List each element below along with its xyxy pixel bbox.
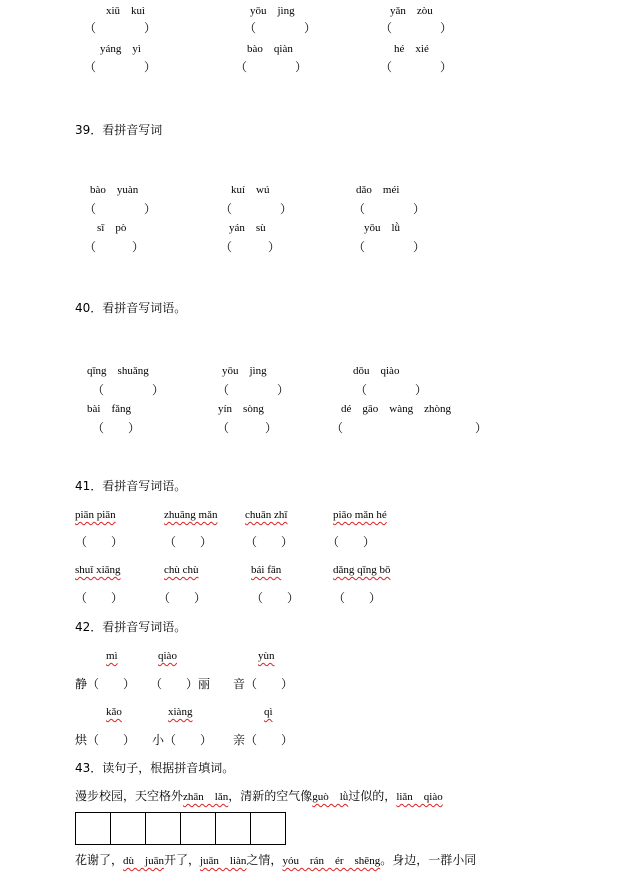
answer-blank[interactable]: （ ） xyxy=(380,60,453,74)
answer-blank[interactable]: （ ） xyxy=(92,383,165,397)
fill-item[interactable]: 亲（ ） xyxy=(233,733,294,747)
grid-cell[interactable] xyxy=(75,812,111,845)
pinyin: guò lǜ xyxy=(312,791,349,803)
pinyin: yōu lǜ xyxy=(364,222,401,234)
question-title: 41．看拼音写词语。 xyxy=(75,479,187,493)
text: 漫步校园，天空格外 xyxy=(75,789,184,803)
pinyin: yáng yì xyxy=(100,43,141,55)
pinyin: yín sòng xyxy=(218,403,264,415)
fill-item[interactable]: 静（ ） xyxy=(75,677,136,691)
grid-cell[interactable] xyxy=(250,812,286,845)
pinyin: qì xyxy=(264,706,273,718)
pinyin: zhuāng mǎn xyxy=(164,509,218,521)
answer-blank[interactable]: （ ） xyxy=(333,591,382,605)
question-title: 39．看拼音写词 xyxy=(75,123,163,137)
answer-blank[interactable]: （ ） xyxy=(84,240,145,254)
answer-blank[interactable]: （ ） xyxy=(158,591,207,605)
pinyin: yùn xyxy=(258,650,275,662)
pinyin: yōu jìng xyxy=(250,5,295,17)
question-title: 42．看拼音写词语。 xyxy=(75,620,187,634)
answer-blank[interactable]: （ ） xyxy=(244,21,317,35)
sentence-line-1 xyxy=(75,790,443,803)
text: 过似的， xyxy=(348,789,397,803)
answer-blank[interactable]: （ ） xyxy=(84,21,157,35)
answer-blank[interactable]: （ ） xyxy=(75,591,124,605)
answer-blank[interactable]: （ ） xyxy=(355,383,428,397)
pinyin: piān piān xyxy=(75,509,116,521)
pinyin: qiào xyxy=(158,650,177,662)
pinyin: bài fǎng xyxy=(87,403,131,415)
answer-blank[interactable]: （ ） xyxy=(245,535,294,549)
answer-blank[interactable]: （ ） xyxy=(235,60,308,74)
pinyin: dǎng qīng bō xyxy=(333,564,391,576)
pinyin: bào yuàn xyxy=(90,184,139,196)
answer-blank[interactable]: （ ） xyxy=(92,421,141,435)
answer-blank[interactable]: （ ） xyxy=(75,535,124,549)
text: ，清新的空气像 xyxy=(228,789,313,803)
pinyin: xiū kuì xyxy=(106,5,146,17)
answer-blank[interactable]: （ ） xyxy=(217,421,278,435)
pinyin: sī pò xyxy=(97,222,127,234)
question-title: 40．看拼音写词语。 xyxy=(75,301,187,315)
answer-blank[interactable]: （ ） xyxy=(217,383,290,397)
pinyin: hé xié xyxy=(394,43,429,55)
pinyin: qīng shuǎng xyxy=(87,365,149,377)
answer-blank[interactable]: （ ） xyxy=(84,202,157,216)
pinyin: yōu jìng xyxy=(222,365,267,377)
pinyin: chù chù xyxy=(164,564,199,576)
answer-blank[interactable]: （ ） xyxy=(353,240,426,254)
pinyin: dōu qiào xyxy=(353,365,400,377)
answer-blank[interactable]: （ ） xyxy=(84,60,157,74)
pinyin: zhān lǎn xyxy=(183,791,229,803)
grid-cell[interactable] xyxy=(145,812,181,845)
answer-blank[interactable]: （ ） xyxy=(220,240,281,254)
pinyin: kuí wú xyxy=(231,184,270,196)
pinyin: chuān zhī xyxy=(245,509,288,521)
pinyin: piāo mǎn hé xyxy=(333,509,387,521)
answer-blank[interactable]: （ ） xyxy=(353,202,426,216)
answer-blank[interactable]: （ ） xyxy=(380,21,453,35)
grid-cell[interactable] xyxy=(110,812,146,845)
pinyin: mì xyxy=(106,650,118,662)
answer-blank[interactable]: （ ） xyxy=(331,421,488,435)
pinyin: yóu rán ér shēng xyxy=(282,855,381,867)
pinyin: dù juān xyxy=(123,855,164,867)
pinyin: yán sù xyxy=(229,222,266,234)
pinyin: shuǐ xiāng xyxy=(75,564,121,576)
answer-blank[interactable]: （ ） xyxy=(164,535,213,549)
pinyin: yǎn zòu xyxy=(390,5,433,17)
answer-blank[interactable]: （ ） xyxy=(251,591,300,605)
grid-cell[interactable] xyxy=(215,812,251,845)
pinyin: dé gāo wàng zhòng xyxy=(341,403,451,415)
fill-item[interactable]: 烘（ ） xyxy=(75,733,136,747)
pinyin: xiàng xyxy=(168,706,193,718)
grid-cell[interactable] xyxy=(180,812,216,845)
fill-item[interactable]: 小（ ） xyxy=(152,733,213,747)
fill-item[interactable]: 音（ ） xyxy=(233,677,294,691)
pinyin: bái fān xyxy=(251,564,282,576)
text: 花谢了， xyxy=(75,853,124,867)
text: 开了， xyxy=(163,853,200,867)
answer-blank[interactable]: （ ） xyxy=(220,202,293,216)
pinyin: kǎo xyxy=(106,706,122,718)
pinyin: bào qiàn xyxy=(247,43,293,55)
answer-blank[interactable]: （ ） xyxy=(327,535,376,549)
text: 。身边，一群小同 xyxy=(380,853,477,867)
question-title: 43．读句子，根据拼音填词。 xyxy=(75,761,235,775)
pinyin: liǎn qiào xyxy=(396,791,443,803)
answer-grid xyxy=(75,812,285,845)
sentence-line-2 xyxy=(75,854,476,867)
fill-item[interactable]: （ ）丽 xyxy=(150,677,211,691)
text: 之情， xyxy=(246,853,283,867)
pinyin: juān liàn xyxy=(199,855,247,867)
pinyin: dǎo méi xyxy=(356,184,400,196)
